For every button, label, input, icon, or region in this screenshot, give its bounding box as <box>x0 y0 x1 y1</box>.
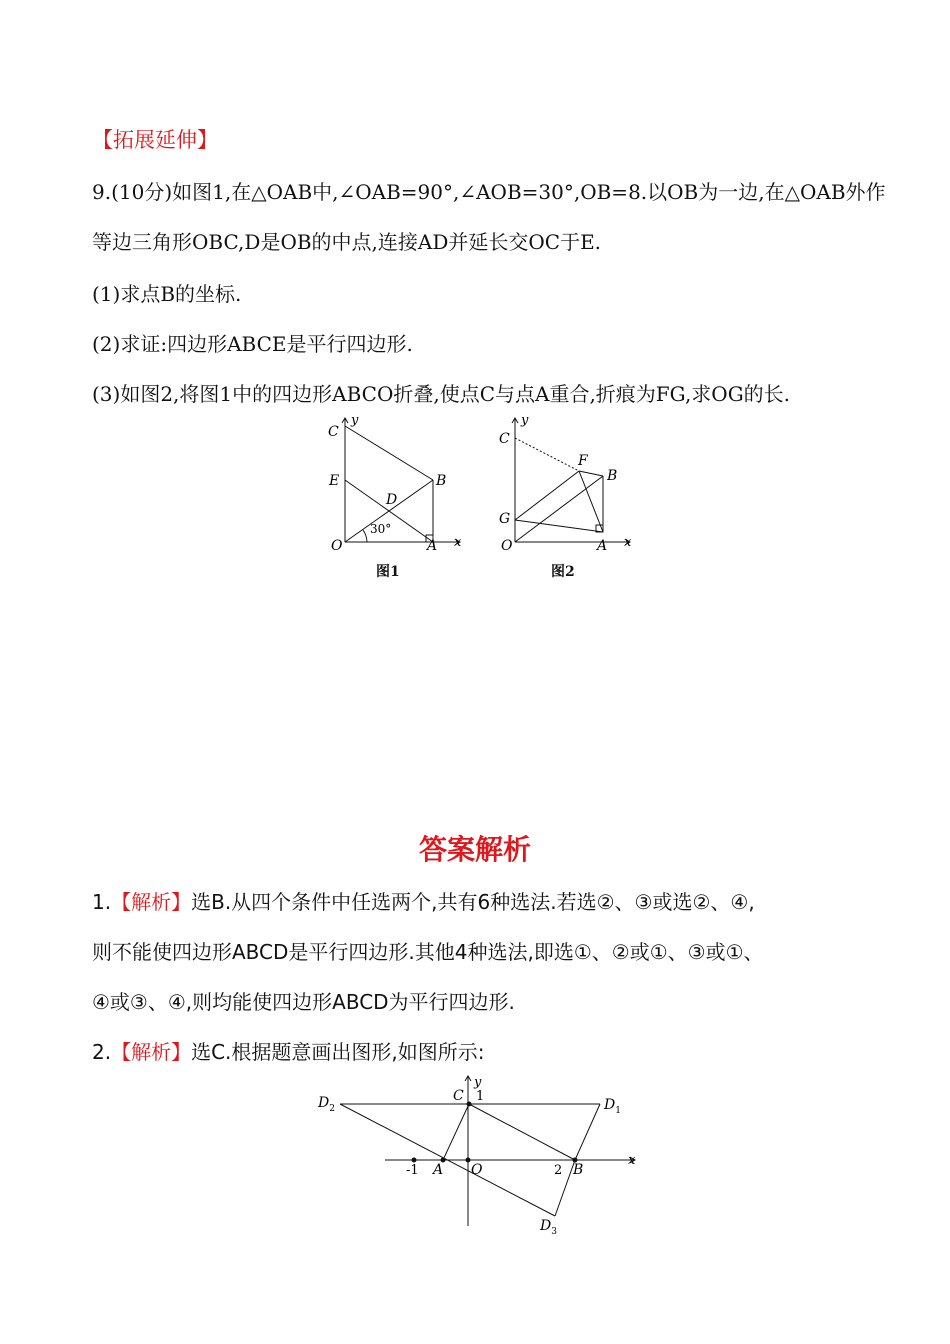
problem-part-3: (3)如图2,将图1中的四边形ABCO折叠,使点C与点A重合,折痕为FG,求OG的长. <box>92 382 791 406</box>
fig3-d3-label <box>539 1218 557 1237</box>
fig1-d-label: D <box>386 492 398 508</box>
fig1-o-label: O <box>331 538 343 554</box>
answer-1-line-2: 则不能使四边形ABCD是平行四边形.其他4种选法,即选①、②或①、③或①、 <box>92 940 764 964</box>
answer-2-number: 2. <box>92 1040 112 1064</box>
problem-part-2: (2)求证:四边形ABCE是平行四边形. <box>92 332 413 356</box>
fig3-d3-letter: D <box>540 1218 552 1234</box>
fig3-y-label: y <box>474 1075 482 1090</box>
fig2-y-label: y <box>521 413 529 428</box>
fig3-d1-subscript: 1 <box>615 1106 621 1116</box>
fig2-x-label: x <box>624 535 632 550</box>
answer-1-line-1 <box>92 886 755 915</box>
fig3-d1-label <box>603 1097 621 1116</box>
section-heading: 【拓展延伸】 <box>92 128 218 152</box>
figure-1-caption: 图1 <box>376 564 400 580</box>
fig1-b-label: B <box>436 473 447 489</box>
fig1-angle-label: 30° <box>370 522 392 536</box>
problem-line-2: 等边三角形OBC,D是OB的中点,连接AD并延长交OC于E. <box>92 230 602 254</box>
fig2-a-label: A <box>597 538 608 554</box>
fig3-d3-subscript: 3 <box>551 1227 557 1237</box>
answer-1-text-1: 选B.从四个条件中任选两个,共有6种选法.若选②、③或选②、④, <box>191 890 755 914</box>
fig1-x-label: x <box>454 535 462 550</box>
problem-part-1: (1)求点B的坐标. <box>92 282 242 306</box>
answers-title: 答案解析 <box>418 833 531 866</box>
fig3-o-label: O <box>471 1162 483 1178</box>
fig3-d2-label <box>317 1095 335 1114</box>
fig2-c-label: C <box>499 431 510 447</box>
fig3-d2-letter: D <box>318 1095 330 1111</box>
figure-1-diagram <box>320 412 470 557</box>
fig2-f-label: F <box>578 453 588 469</box>
answer-1-number: 1. <box>92 890 112 914</box>
answer-2-text-1: 选C.根据题意画出图形,如图所示: <box>191 1040 485 1064</box>
figure-3-diagram <box>310 1068 650 1238</box>
figure-2-diagram <box>490 412 640 557</box>
fig3-d1-letter: D <box>604 1097 616 1113</box>
fig3-two-label: 2 <box>554 1163 563 1178</box>
fig2-o-label: O <box>501 538 513 554</box>
fig3-neg1-label: -1 <box>406 1163 419 1178</box>
fig3-a-label: A <box>433 1162 444 1178</box>
problem-line-1: 9.(10分)如图1,在△OAB中,∠OAB=90°,∠AOB=30°,OB=8.以OB为一边,在△OAB外作 <box>92 180 886 204</box>
fig2-g-label: G <box>499 511 511 527</box>
answer-1-line-3: ④或③、④,则均能使四边形ABCD为平行四边形. <box>92 990 515 1014</box>
fig2-b-label: B <box>607 468 618 484</box>
figure-2-caption: 图2 <box>551 564 575 580</box>
fig3-one-label: 1 <box>476 1089 485 1104</box>
fig3-d2-subscript: 2 <box>329 1104 335 1114</box>
fig1-e-label: E <box>329 473 340 489</box>
fig1-c-label: C <box>328 424 339 440</box>
answer-1-tag: 【解析】 <box>111 890 192 914</box>
fig3-x-label: x <box>628 1153 636 1168</box>
fig1-a-label: A <box>427 538 438 554</box>
fig3-b-label: B <box>573 1162 584 1178</box>
answer-2-tag: 【解析】 <box>111 1040 192 1064</box>
fig1-y-label: y <box>351 413 359 428</box>
answer-2-line-1 <box>92 1036 485 1065</box>
fig3-c-label: C <box>453 1088 464 1104</box>
